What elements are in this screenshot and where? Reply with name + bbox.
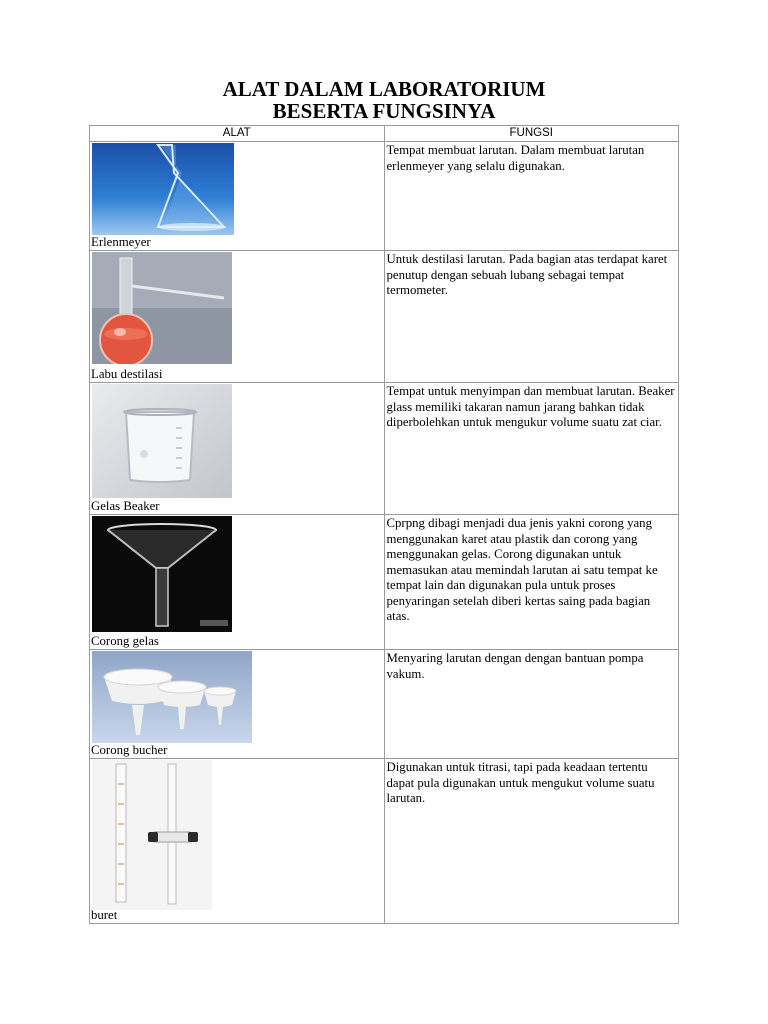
table-row [90, 142, 679, 251]
alat-cell [90, 383, 385, 515]
alat-name: Labu destilasi [91, 367, 163, 381]
fungsi-cell: Digunakan untuk titrasi, tapi pada keadaan tertentu dapat pula digunakan untuk mengukut volume suatu larutan. [384, 759, 679, 924]
alat-name: Erlenmeyer [91, 235, 151, 249]
table-row [90, 251, 679, 383]
table-row [90, 759, 679, 924]
fungsi-cell: Tempat membuat larutan. Dalam membuat larutan erlenmeyer yang selalu digunakan. [384, 142, 679, 251]
alat-cell [90, 515, 385, 650]
burette-photo [92, 760, 212, 910]
alat-name: Corong bucher [91, 743, 168, 757]
lab-equipment-table [89, 125, 679, 924]
document-title [0, 78, 768, 122]
beaker-glass-photo [92, 384, 232, 498]
table-row [90, 383, 679, 515]
erlenmeyer-flask-photo [92, 143, 234, 235]
title-line-2: BESERTA FUNGSINYA [272, 99, 496, 123]
header-alat: ALAT [90, 126, 385, 142]
alat-cell [90, 759, 385, 924]
fungsi-cell: Tempat untuk menyimpan dan membuat larutan. Beaker glass memiliki takaran namun jarang bahkan tidak diperbolehkan untuk mengukur volume suatu zat ciar. [384, 383, 679, 515]
alat-name: buret [91, 908, 118, 922]
header-fungsi: FUNGSI [384, 126, 679, 142]
alat-cell [90, 251, 385, 383]
distillation-flask-photo [92, 252, 232, 364]
buchner-funnel-photo [92, 651, 252, 743]
table-row [90, 650, 679, 759]
fungsi-cell: Cprpng dibagi menjadi dua jenis yakni corong yang menggunakan karet atau plastik dan corong yang menggunakan gelas. Corong digunakan untuk memasukan atau memindah larutan ai satu tempat ke tempat lain dan digunakan pula untuk proses penyaringan setelah diberi kertas saing pada bagian atas. [384, 515, 679, 650]
title-line-1: ALAT DALAM LABORATORIUM [222, 77, 546, 101]
alat-name: Gelas Beaker [91, 499, 160, 513]
alat-cell [90, 650, 385, 759]
table-header-row [90, 126, 679, 142]
fungsi-cell: Untuk destilasi larutan. Pada bagian atas terdapat karet penutup dengan sebuah lubang sebagai tempat termometer. [384, 251, 679, 383]
fungsi-cell: Menyaring larutan dengan dengan bantuan pompa vakum. [384, 650, 679, 759]
table-row [90, 515, 679, 650]
alat-name: Corong gelas [91, 634, 159, 648]
alat-cell [90, 142, 385, 251]
glass-funnel-photo [92, 516, 232, 632]
